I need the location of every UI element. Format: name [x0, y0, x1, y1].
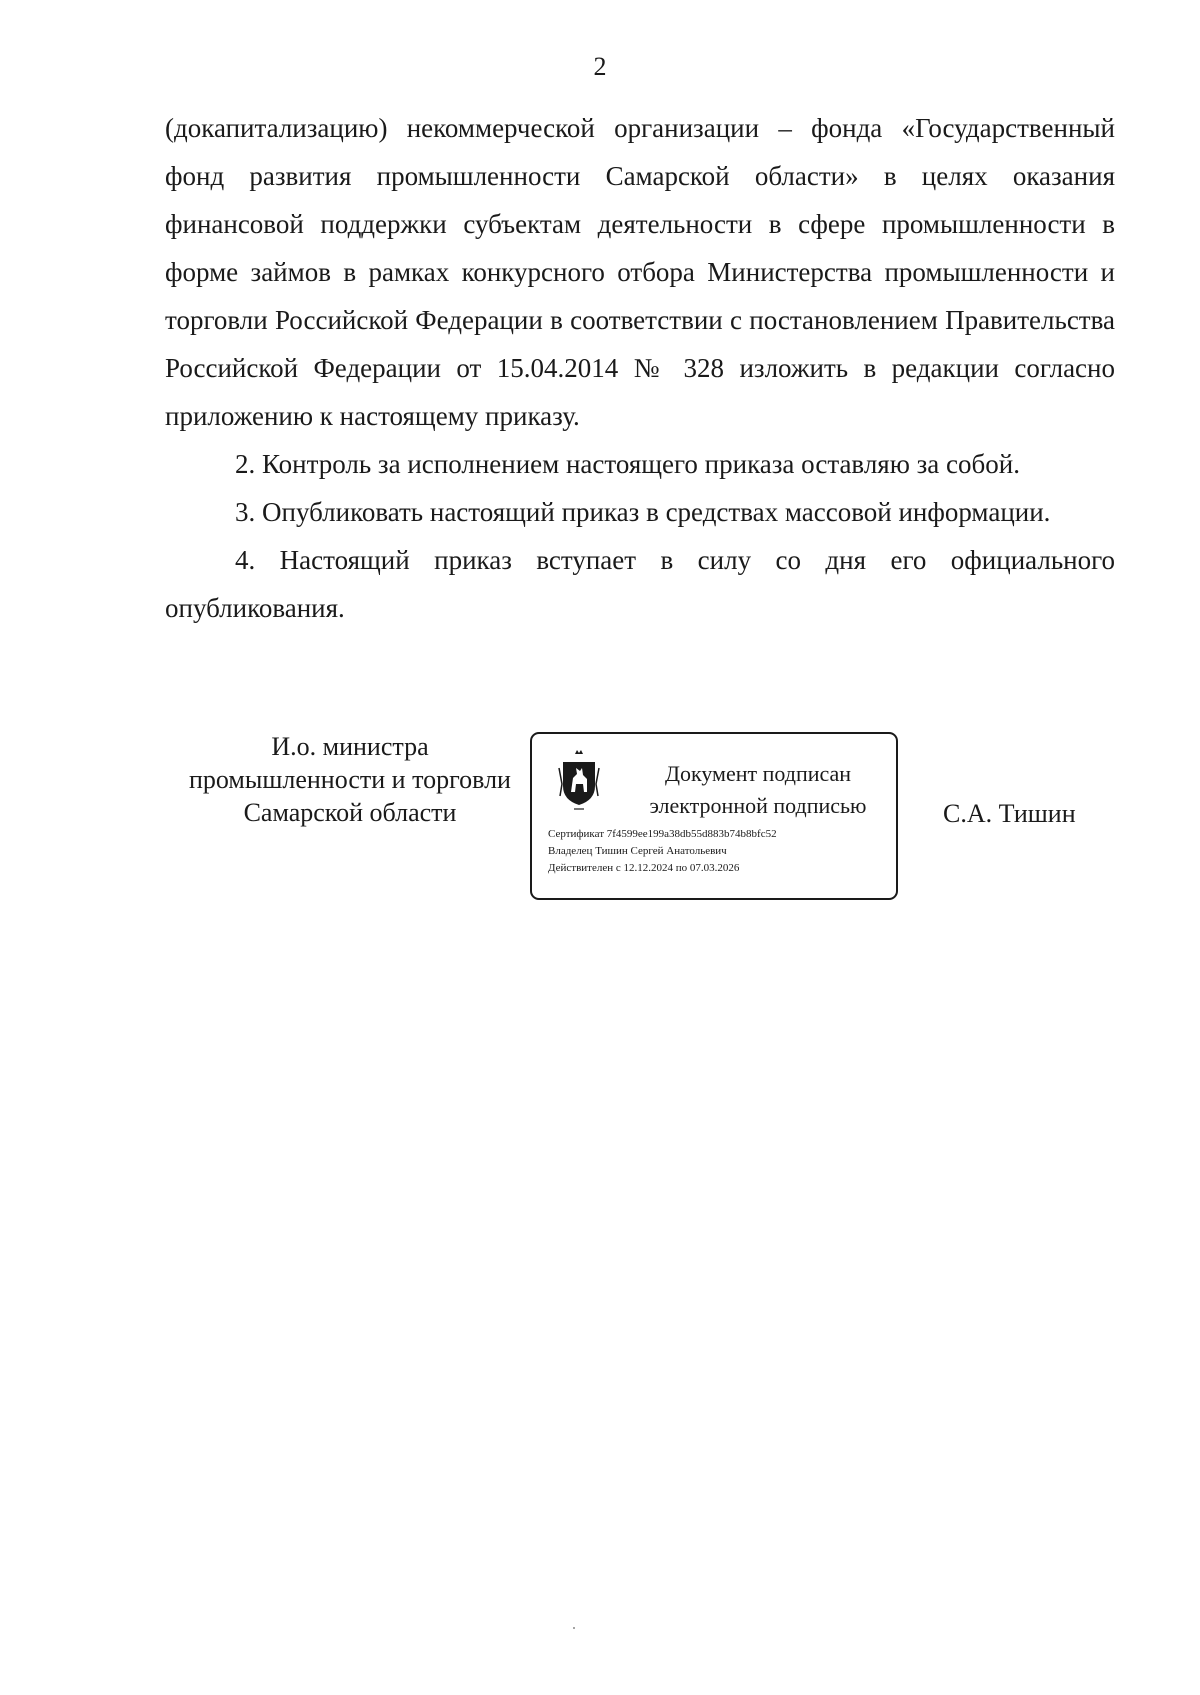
samara-coat-of-arms-icon — [554, 748, 604, 812]
signer-position-line-1: И.о. министра — [271, 732, 429, 761]
signer-position-line-2: промышленности и торговли — [189, 765, 511, 794]
stamp-details — [548, 826, 888, 877]
signer-position — [160, 730, 540, 829]
paragraph-continued: (докапитализацию) некоммерческой организации – фонда «Государственный фонд развития промышленности Самарской области» в целях оказания финансовой поддержки субъектам деятельности в сфере промышленности в форме займов в рамках конкурсного отбора Министерства промышленности и торговли Российской Федерации в соответствии с постановлением Правительства Российской Федерации от 15.04.2014 № 328 изложить в редакции согласно приложению к настоящему приказу. — [165, 113, 1115, 431]
item-2: 2. Контроль за исполнением настоящего приказа оставляю за собой. — [235, 449, 1020, 479]
signer-position-line-3: Самарской области — [243, 798, 457, 827]
item-3: 3. Опубликовать настоящий приказ в средствах массовой информации. — [235, 497, 1051, 527]
stamp-certificate: Сертификат 7f4599ee199a38db55d883b74b8bfc52 — [548, 828, 777, 840]
item-4: 4. Настоящий приказ вступает в силу со дня его официального опубликования. — [165, 545, 1115, 623]
scan-artifact — [573, 1627, 575, 1629]
e-signature-stamp — [530, 732, 898, 900]
stamp-heading-line-2: электронной подписью — [649, 793, 867, 818]
stamp-heading — [627, 758, 889, 822]
page-number: 2 — [593, 52, 607, 81]
signer-name: С.А. Тишин — [943, 799, 1076, 828]
stamp-heading-line-1: Документ подписан — [664, 761, 852, 786]
stamp-validity: Действителен с 12.12.2024 по 07.03.2026 — [548, 862, 740, 874]
document-body — [165, 104, 1115, 632]
stamp-owner: Владелец Тишин Сергей Анатольевич — [548, 845, 727, 857]
